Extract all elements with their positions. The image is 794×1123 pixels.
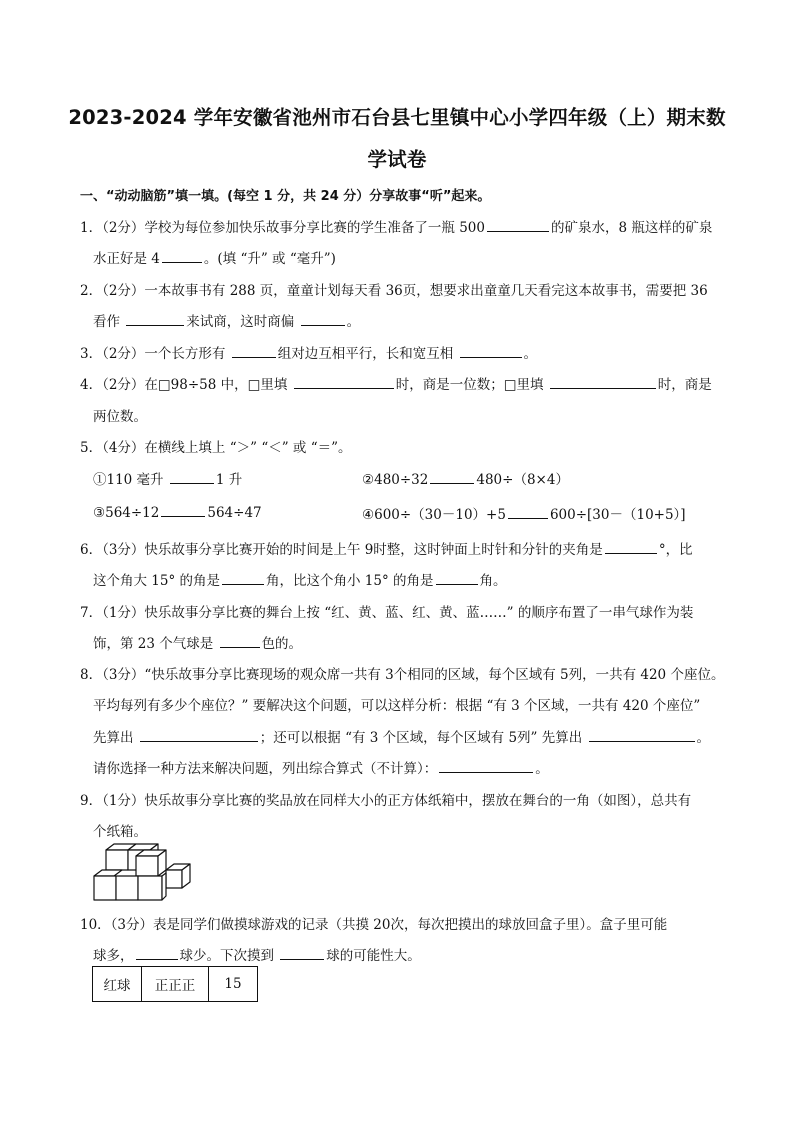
question-8-line2 [93,694,700,714]
answer-blank [436,571,478,585]
question-8-text: 平均每列有多少个座位？” 要解决这个问题，可以这样分析：根据 “有 3 个区域，一共有 420 个座位” [93,698,701,714]
question-5-item-3 [93,503,262,521]
exam-title-line1: 2023-2024 学年安徽省池州市石台县七里镇中心小学四年级（上）期末数 [68,106,726,129]
answer-blank [589,728,695,742]
question-3-text: 组对边互相平行，长和宽互相 [277,346,454,362]
stacked-cubes-figure [92,842,196,904]
question-6-text: 6．（3分）快乐故事分享比赛开始的时间是上午 9时整，这时钟面上时针和分针的夹角是 [80,542,603,558]
question-8-text: 先算出 [93,730,134,746]
answer-blank [136,946,178,960]
question-9-line2 [93,820,147,840]
question-6 [80,538,693,558]
question-4-line2 [93,405,147,425]
question-3 [80,342,537,362]
question-8-text: ；还可以根据 “有 3 个区域，每个区域有 5列” 先算出 [259,730,583,746]
question-10-text: 球少。下次摸到 [179,948,274,964]
item-text: ①110 毫升 [93,472,164,488]
question-10 [80,913,667,933]
answer-blank [170,470,214,484]
question-5-text: 5．（4分）在横线上填上 “＞” “＜” 或 “＝”。 [80,440,352,456]
answer-blank [508,505,548,519]
question-2 [80,279,708,299]
question-9-text: 个纸箱。 [93,824,147,840]
question-1-text: 水正好是 4 [93,251,160,267]
question-10-text: 球多， [93,948,134,964]
question-8-text: 请你选择一种方法来解决问题，列出综合算式（不计算）： [93,761,438,777]
question-10-text: 球的可能性大。 [326,948,421,964]
exam-title-line2: 学试卷 [367,148,427,171]
question-1-text: 。(填 “升” 或 “毫升”) [203,251,336,267]
question-8-text: 。 [696,730,711,746]
question-6-text: 角，比这个角小 15° 的角是 [266,573,434,589]
question-2-text: 。 [346,314,361,330]
question-7-text: 饰，第 23 个气球是 [93,636,214,652]
answer-blank [487,218,549,232]
table-cell: 红球 [93,967,142,1002]
question-8 [80,663,724,683]
answer-blank [605,540,657,554]
question-8-text: 。 [535,761,549,777]
answer-blank [460,344,522,358]
table-cell: 15 [209,967,258,1002]
answer-blank [280,946,324,960]
table-row [93,967,258,1002]
answer-blank [550,375,656,389]
section-1-heading: 一、“动动脑筋”填一填。(每空 1 分，共 24 分）分享故事“听”起来。 [80,189,491,204]
item-text: 1 升 [215,472,243,488]
question-4 [80,373,712,393]
question-8-line3 [93,726,710,746]
answer-blank [430,470,474,484]
answer-blank [162,249,202,263]
answer-blank [232,344,276,358]
question-4-text: 时，商是一位数；□里填 [395,377,544,393]
question-7-text: 7．（1分）快乐故事分享比赛的舞台上按 “红、黄、蓝、红、黄、蓝……” 的顺序布置了一串气球作为装 [80,605,694,621]
answer-blank [222,571,264,585]
question-8-text: 8．（3分）“快乐故事分享比赛现场的观众席一共有 3个相同的区域，每个区域有 5列，一共有 420 个座位。 [80,667,725,683]
question-9-text: 9．（1分）快乐故事分享比赛的奖品放在同样大小的正方体纸箱中，摆放在舞台的一角（如图），总共有 [80,793,692,809]
question-3-text: 3．（2分）一个长方形有 [80,346,226,362]
question-3-text: 。 [523,346,538,362]
question-2-text: 来试商，这时商偏 [186,314,295,330]
question-9 [80,789,691,809]
answer-blank [220,634,260,648]
question-1-text: 1．（2分）学校为每位参加快乐故事分享比赛的学生准备了一瓶 500 [80,220,485,236]
question-1-text: 的矿泉水，8 瓶这样的矿泉 [551,220,713,236]
question-5 [80,436,352,456]
question-1 [80,216,712,236]
question-1-line2 [93,247,336,267]
question-7-line2 [93,632,302,652]
question-10-line2 [93,944,421,964]
question-5-item-4 [362,503,686,523]
table-cell: 正正正 [142,967,209,1002]
answer-blank [294,375,394,389]
question-4-text: 4．（2分）在□98÷58 中，□里填 [80,377,288,393]
question-6-line2 [93,569,507,589]
question-6-text: 角。 [479,573,507,589]
item-text: 480÷（8×4） [476,472,569,488]
question-5-item-2 [362,468,569,488]
answer-blank [126,312,184,326]
item-text: 600÷[30－（10+5）] [549,507,686,523]
answer-blank [161,503,205,517]
question-2-text: 看作 [93,314,120,330]
question-7-text: 色的。 [261,636,303,652]
question-2-text: 2．（2分）一本故事书有 288 页，童童计划每天看 36页，想要求出童童几天看完这本故事书，需要把 36 [80,283,708,299]
question-8-line4 [93,757,549,777]
item-text: ③564÷12 [93,505,160,521]
question-6-text: °，比 [658,542,693,558]
question-2-line2 [93,310,360,330]
question-4-text: 时，商是 [657,377,712,393]
record-table [92,966,258,1002]
answer-blank [301,312,345,326]
answer-blank [439,759,533,773]
item-text: 564÷47 [207,505,262,521]
item-text: ②480÷32 [362,472,429,488]
question-4-text: 两位数。 [93,409,147,425]
question-7 [80,601,693,621]
answer-blank [140,728,258,742]
item-text: ④600÷（30－10）+5 [362,507,506,523]
question-6-text: 这个角大 15° 的角是 [93,573,221,589]
question-5-item-1 [93,468,242,488]
question-10-text: 10．（3分）表是同学们做摸球游戏的记录（共摸 20次，每次把摸出的球放回盒子里）。盒子里可能 [80,917,668,933]
